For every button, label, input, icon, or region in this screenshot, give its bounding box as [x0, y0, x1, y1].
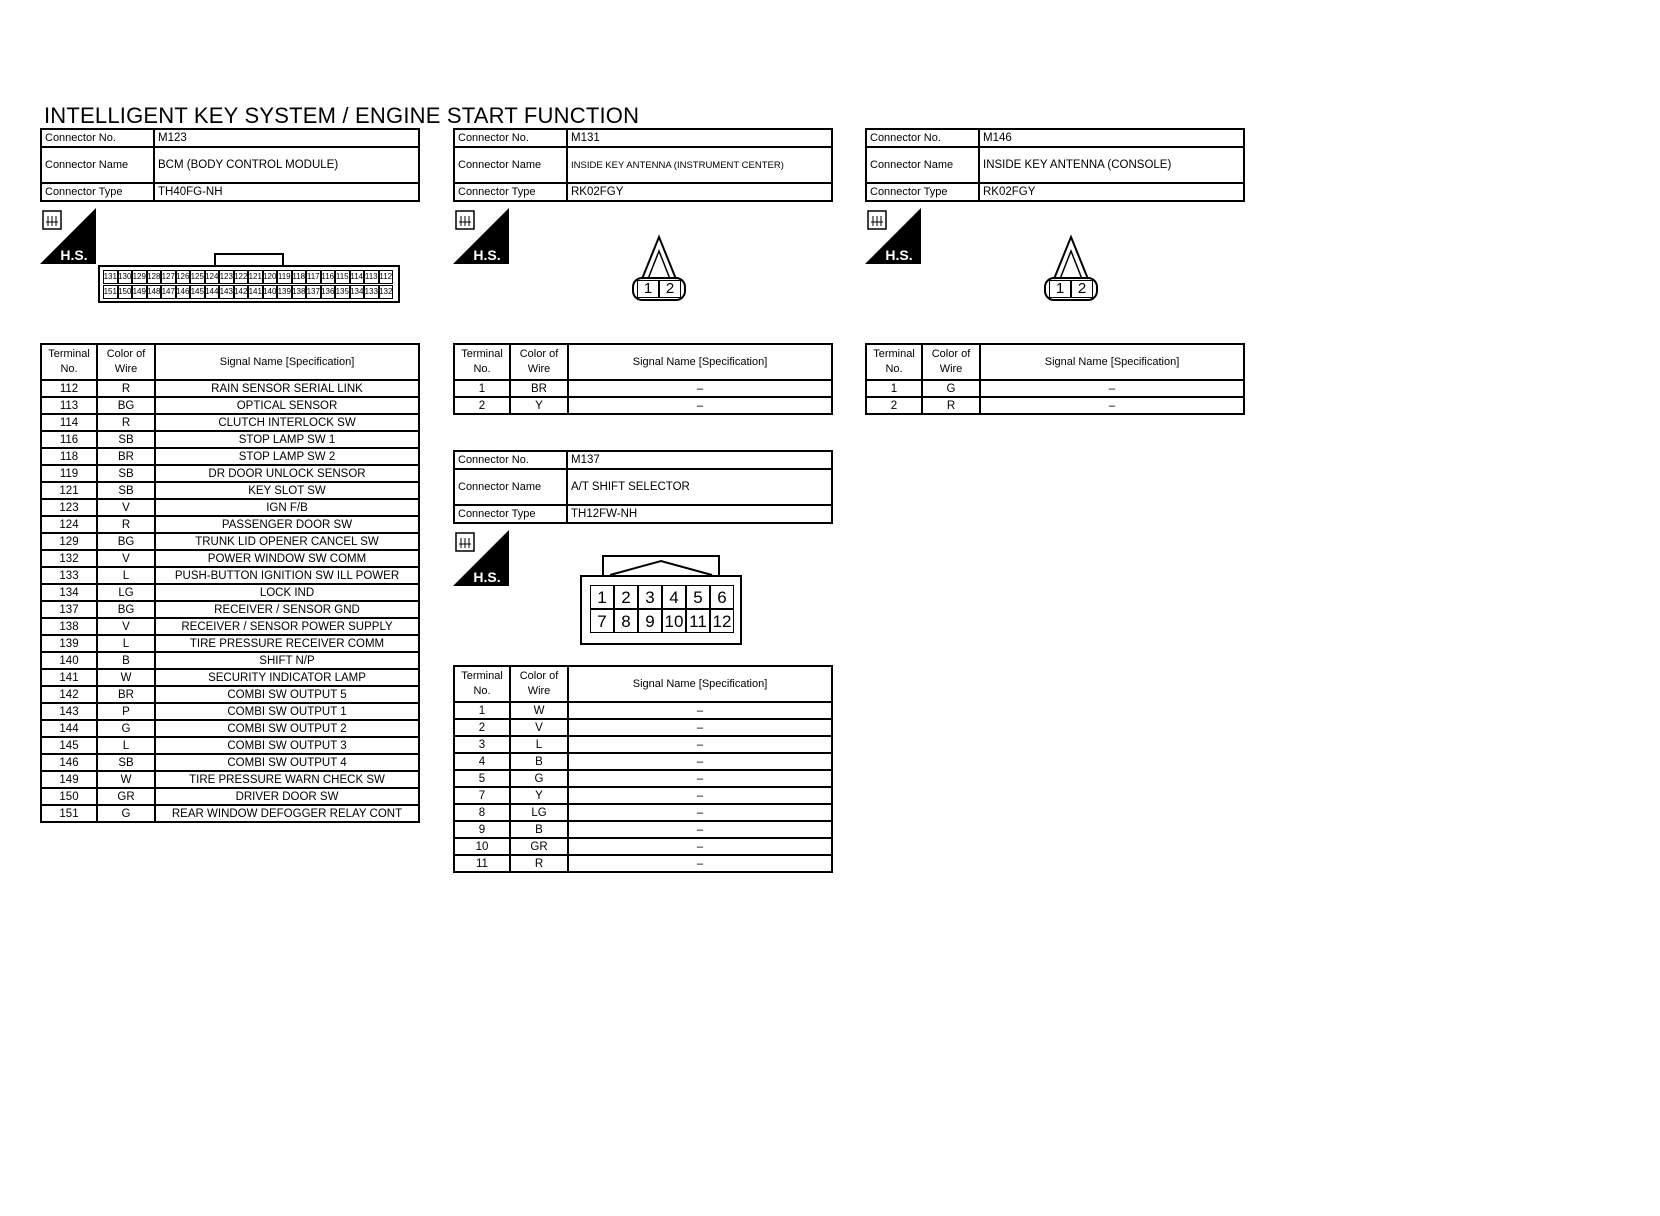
wire-color: G — [922, 380, 980, 397]
signal-name: – — [568, 397, 832, 414]
color-header: Color of Wire — [510, 666, 568, 702]
connector-lock-triangle — [620, 233, 700, 283]
terminal-no: 144 — [41, 720, 97, 737]
terminal-no: 3 — [454, 736, 510, 753]
terminal-no: 140 — [41, 652, 97, 669]
connector-face-m123 — [98, 253, 400, 303]
wire-color: G — [97, 805, 155, 822]
signal-name: COMBI SW OUTPUT 2 — [155, 720, 419, 737]
connector-pin: 132 — [379, 285, 394, 299]
table-row — [41, 805, 419, 822]
terminal-no: 129 — [41, 533, 97, 550]
connector-pin: 123 — [219, 270, 234, 284]
wire-color: P — [97, 703, 155, 720]
pin-2: 2 — [659, 280, 681, 298]
connector-pin: 129 — [132, 270, 147, 284]
terminal-no: 138 — [41, 618, 97, 635]
table-row — [454, 787, 832, 804]
signal-name: SHIFT N/P — [155, 652, 419, 669]
connector-type-label: Connector Type — [454, 183, 567, 201]
terminal-table-m146 — [865, 343, 1245, 415]
connector-pin: 151 — [103, 285, 118, 299]
connector-pin: 10 — [662, 609, 686, 633]
connector-pin: 133 — [364, 285, 379, 299]
terminal-header: Terminal No. — [454, 344, 510, 380]
terminal-header: Terminal No. — [41, 344, 97, 380]
table-row — [454, 397, 832, 414]
table-row — [41, 550, 419, 567]
table-row — [41, 601, 419, 618]
terminal-table-m131 — [453, 343, 833, 415]
terminal-no: 143 — [41, 703, 97, 720]
color-header: Color of Wire — [510, 344, 568, 380]
wire-color: W — [510, 702, 568, 719]
connector-pin: 115 — [335, 270, 350, 284]
table-row — [41, 397, 419, 414]
harness-side-icon — [453, 530, 509, 586]
wire-color: W — [97, 669, 155, 686]
signal-name: – — [568, 702, 832, 719]
table-row — [41, 618, 419, 635]
terminal-no: 113 — [41, 397, 97, 414]
terminal-no: 116 — [41, 431, 97, 448]
terminal-no: 118 — [41, 448, 97, 465]
terminal-no: 2 — [866, 397, 922, 414]
table-row — [41, 567, 419, 584]
pin-1: 1 — [637, 280, 659, 298]
connector-pin: 12 — [710, 609, 734, 633]
connector-name-value: INSIDE KEY ANTENNA (INSTRUMENT CENTER) — [567, 147, 832, 183]
connector-pin: 122 — [234, 270, 249, 284]
connector-pin: 116 — [321, 270, 336, 284]
table-row — [41, 686, 419, 703]
connector-pin: 131 — [103, 270, 118, 284]
signal-header: Signal Name [Specification] — [980, 344, 1244, 380]
signal-name: POWER WINDOW SW COMM — [155, 550, 419, 567]
table-row — [41, 482, 419, 499]
pin-1: 1 — [1049, 280, 1071, 298]
signal-name: – — [568, 736, 832, 753]
terminal-no: 114 — [41, 414, 97, 431]
connector-info-m137 — [453, 450, 833, 524]
wire-color: B — [510, 753, 568, 770]
connector-no-label: Connector No. — [454, 451, 567, 469]
connector-no-label: Connector No. — [454, 129, 567, 147]
terminal-no: 2 — [454, 719, 510, 736]
wire-color: BR — [97, 448, 155, 465]
table-row — [41, 516, 419, 533]
table-row — [41, 669, 419, 686]
connector-name-value: INSIDE KEY ANTENNA (CONSOLE) — [979, 147, 1244, 183]
connector-pin: 119 — [277, 270, 292, 284]
terminal-no: 2 — [454, 397, 510, 414]
page-title: INTELLIGENT KEY SYSTEM / ENGINE START FUNCTION — [44, 103, 640, 128]
table-row — [41, 754, 419, 771]
connector-no-value: M123 — [154, 129, 419, 147]
connector-lock-chevron — [604, 557, 718, 577]
terminal-no: 5 — [454, 770, 510, 787]
table-row — [41, 584, 419, 601]
wire-color: BR — [97, 686, 155, 703]
connector-pin: 150 — [118, 285, 133, 299]
connector-info-m123 — [40, 128, 420, 202]
table-row — [41, 380, 419, 397]
connector-pin: 130 — [118, 270, 133, 284]
wire-color: BG — [97, 397, 155, 414]
connector-pin: 136 — [321, 285, 336, 299]
signal-name: – — [568, 719, 832, 736]
signal-name: STOP LAMP SW 1 — [155, 431, 419, 448]
table-row — [41, 635, 419, 652]
connector-pin: 11 — [686, 609, 710, 633]
terminal-no: 7 — [454, 787, 510, 804]
signal-name: – — [568, 855, 832, 872]
connector-type-value: RK02FGY — [567, 183, 832, 201]
connector-name-label: Connector Name — [454, 147, 567, 183]
signal-header: Signal Name [Specification] — [568, 666, 832, 702]
terminal-header: Terminal No. — [454, 666, 510, 702]
terminal-no: 9 — [454, 821, 510, 838]
pin-row-m146 — [1044, 277, 1098, 301]
wire-color: SB — [97, 431, 155, 448]
terminal-no: 8 — [454, 804, 510, 821]
pin-grid-m137 — [590, 585, 734, 633]
hs-icon-text: H.S. — [60, 247, 88, 263]
table-row — [41, 499, 419, 516]
connector-body — [98, 265, 400, 303]
terminal-no: 134 — [41, 584, 97, 601]
signal-name: – — [568, 380, 832, 397]
signal-name: TRUNK LID OPENER CANCEL SW — [155, 533, 419, 550]
wire-color: LG — [510, 804, 568, 821]
signal-name: CLUTCH INTERLOCK SW — [155, 414, 419, 431]
table-row — [41, 448, 419, 465]
signal-name: DR DOOR UNLOCK SENSOR — [155, 465, 419, 482]
connector-pin: 124 — [205, 270, 220, 284]
connector-pin: 118 — [292, 270, 307, 284]
signal-name: SECURITY INDICATOR LAMP — [155, 669, 419, 686]
signal-name: COMBI SW OUTPUT 3 — [155, 737, 419, 754]
table-row — [454, 380, 832, 397]
connector-pin: 140 — [263, 285, 278, 299]
connector-pin: 7 — [590, 609, 614, 633]
signal-name: STOP LAMP SW 2 — [155, 448, 419, 465]
connector-pin: 141 — [248, 285, 263, 299]
terminal-no: 124 — [41, 516, 97, 533]
table-row — [454, 736, 832, 753]
wire-color: L — [510, 736, 568, 753]
table-row — [41, 414, 419, 431]
wire-color: R — [510, 855, 568, 872]
wire-color: V — [97, 550, 155, 567]
signal-name: COMBI SW OUTPUT 5 — [155, 686, 419, 703]
connector-pin: 6 — [710, 585, 734, 609]
connector-pin: 4 — [662, 585, 686, 609]
wire-color: LG — [97, 584, 155, 601]
terminal-no: 132 — [41, 550, 97, 567]
connector-type-value: TH40FG-NH — [154, 183, 419, 201]
table-row — [41, 533, 419, 550]
signal-name: – — [980, 397, 1244, 414]
connector-pin: 144 — [205, 285, 220, 299]
connector-pin: 5 — [686, 585, 710, 609]
connector-pin: 134 — [350, 285, 365, 299]
signal-name: – — [568, 804, 832, 821]
wire-color: W — [97, 771, 155, 788]
pin-2: 2 — [1071, 280, 1093, 298]
connector-pin: 148 — [147, 285, 162, 299]
connector-pin: 137 — [306, 285, 321, 299]
terminal-no: 133 — [41, 567, 97, 584]
terminal-no: 141 — [41, 669, 97, 686]
terminal-table-m123 — [40, 343, 420, 823]
table-row — [41, 703, 419, 720]
table-row — [454, 804, 832, 821]
connector-pin: 8 — [614, 609, 638, 633]
table-row — [866, 380, 1244, 397]
table-row — [41, 771, 419, 788]
connector-pin: 113 — [364, 270, 379, 284]
table-row — [41, 737, 419, 754]
connector-type-value: TH12FW-NH — [567, 505, 832, 523]
connector-face-m146 — [1032, 233, 1112, 313]
signal-name: COMBI SW OUTPUT 4 — [155, 754, 419, 771]
table-row — [454, 753, 832, 770]
connector-lock-triangle — [1032, 233, 1112, 283]
connector-info-m131 — [453, 128, 833, 202]
signal-name: PASSENGER DOOR SW — [155, 516, 419, 533]
signal-header: Signal Name [Specification] — [155, 344, 419, 380]
connector-pin: 120 — [263, 270, 278, 284]
terminal-no: 137 — [41, 601, 97, 618]
signal-name: – — [980, 380, 1244, 397]
connector-type-label: Connector Type — [41, 183, 154, 201]
terminal-no: 1 — [866, 380, 922, 397]
terminal-no: 146 — [41, 754, 97, 771]
table-row — [454, 838, 832, 855]
signal-name: COMBI SW OUTPUT 1 — [155, 703, 419, 720]
terminal-no: 1 — [454, 380, 510, 397]
connector-name-label: Connector Name — [866, 147, 979, 183]
connector-body — [580, 575, 742, 645]
hs-icon-text: H.S. — [473, 569, 501, 585]
terminal-no: 139 — [41, 635, 97, 652]
connector-type-label: Connector Type — [454, 505, 567, 523]
signal-name: TIRE PRESSURE WARN CHECK SW — [155, 771, 419, 788]
harness-side-icon — [40, 208, 96, 264]
signal-header: Signal Name [Specification] — [568, 344, 832, 380]
connector-no-label: Connector No. — [41, 129, 154, 147]
connector-no-value: M146 — [979, 129, 1244, 147]
wire-color: GR — [510, 838, 568, 855]
terminal-no: 150 — [41, 788, 97, 805]
connector-pin: 9 — [638, 609, 662, 633]
connector-name-value: A/T SHIFT SELECTOR — [567, 469, 832, 505]
signal-name: RAIN SENSOR SERIAL LINK — [155, 380, 419, 397]
table-row — [454, 719, 832, 736]
terminal-no: 119 — [41, 465, 97, 482]
terminal-no: 4 — [454, 753, 510, 770]
terminal-header: Terminal No. — [866, 344, 922, 380]
terminal-no: 10 — [454, 838, 510, 855]
connector-name-label: Connector Name — [454, 469, 567, 505]
connector-pin: 128 — [147, 270, 162, 284]
signal-name: TIRE PRESSURE RECEIVER COMM — [155, 635, 419, 652]
connector-pin: 149 — [132, 285, 147, 299]
connector-pin: 142 — [234, 285, 249, 299]
table-row — [454, 770, 832, 787]
hs-icon-text: H.S. — [473, 247, 501, 263]
terminal-no: 145 — [41, 737, 97, 754]
signal-name: LOCK IND — [155, 584, 419, 601]
harness-side-icon — [453, 208, 509, 264]
connector-no-label: Connector No. — [866, 129, 979, 147]
connector-pin: 112 — [379, 270, 394, 284]
signal-name: – — [568, 838, 832, 855]
connector-pin: 147 — [161, 285, 176, 299]
signal-name: – — [568, 787, 832, 804]
terminal-no: 142 — [41, 686, 97, 703]
connector-pin: 145 — [190, 285, 205, 299]
color-header: Color of Wire — [922, 344, 980, 380]
signal-name: RECEIVER / SENSOR GND — [155, 601, 419, 618]
table-row — [41, 431, 419, 448]
connector-pin: 127 — [161, 270, 176, 284]
connector-lock-tab — [602, 555, 720, 577]
wire-color: R — [97, 380, 155, 397]
signal-name: KEY SLOT SW — [155, 482, 419, 499]
signal-name: – — [568, 770, 832, 787]
pin-row-m131 — [632, 277, 686, 301]
table-row — [454, 702, 832, 719]
connector-pin: 117 — [306, 270, 321, 284]
connector-face-m137 — [580, 555, 742, 645]
wire-color: B — [510, 821, 568, 838]
wire-color: R — [97, 414, 155, 431]
connector-pin: 125 — [190, 270, 205, 284]
wire-color: V — [97, 618, 155, 635]
terminal-no: 123 — [41, 499, 97, 516]
wire-color: R — [922, 397, 980, 414]
pin-grid-m123 — [103, 270, 393, 299]
signal-name: IGN F/B — [155, 499, 419, 516]
table-row — [454, 821, 832, 838]
connector-info-m146 — [865, 128, 1245, 202]
table-row — [41, 465, 419, 482]
connector-pin: 121 — [248, 270, 263, 284]
terminal-no: 151 — [41, 805, 97, 822]
wire-color: SB — [97, 754, 155, 771]
table-row — [41, 652, 419, 669]
connector-pin: 3 — [638, 585, 662, 609]
connector-name-label: Connector Name — [41, 147, 154, 183]
wire-color: L — [97, 737, 155, 754]
hs-icon-text: H.S. — [885, 247, 913, 263]
wire-color: B — [97, 652, 155, 669]
wire-color: BG — [97, 601, 155, 618]
terminal-no: 149 — [41, 771, 97, 788]
table-row — [454, 855, 832, 872]
wire-color: V — [97, 499, 155, 516]
signal-name: – — [568, 821, 832, 838]
connector-pin: 139 — [277, 285, 292, 299]
terminal-no: 11 — [454, 855, 510, 872]
connector-pin: 146 — [176, 285, 191, 299]
connector-pin: 143 — [219, 285, 234, 299]
connector-pin: 114 — [350, 270, 365, 284]
wire-color: GR — [97, 788, 155, 805]
connector-pin: 126 — [176, 270, 191, 284]
wire-color: L — [97, 635, 155, 652]
signal-name: REAR WINDOW DEFOGGER RELAY CONT — [155, 805, 419, 822]
wire-color: R — [97, 516, 155, 533]
connector-type-label: Connector Type — [866, 183, 979, 201]
connector-pin: 135 — [335, 285, 350, 299]
signal-name: RECEIVER / SENSOR POWER SUPPLY — [155, 618, 419, 635]
wire-color: Y — [510, 787, 568, 804]
wire-color: BR — [510, 380, 568, 397]
wire-color: BG — [97, 533, 155, 550]
connector-name-value: BCM (BODY CONTROL MODULE) — [154, 147, 419, 183]
connector-type-value: RK02FGY — [979, 183, 1244, 201]
connector-no-value: M131 — [567, 129, 832, 147]
connector-no-value: M137 — [567, 451, 832, 469]
terminal-no: 112 — [41, 380, 97, 397]
terminal-table-m137 — [453, 665, 833, 873]
connector-pin: 2 — [614, 585, 638, 609]
table-row — [41, 720, 419, 737]
harness-side-icon — [865, 208, 921, 264]
signal-name: OPTICAL SENSOR — [155, 397, 419, 414]
wire-color: V — [510, 719, 568, 736]
table-row — [41, 788, 419, 805]
wire-color: Y — [510, 397, 568, 414]
wire-color: SB — [97, 465, 155, 482]
signal-name: DRIVER DOOR SW — [155, 788, 419, 805]
wire-color: G — [510, 770, 568, 787]
connector-pin: 1 — [590, 585, 614, 609]
terminal-no: 1 — [454, 702, 510, 719]
signal-name: PUSH-BUTTON IGNITION SW ILL POWER — [155, 567, 419, 584]
wire-color: L — [97, 567, 155, 584]
terminal-no: 121 — [41, 482, 97, 499]
signal-name: – — [568, 753, 832, 770]
color-header: Color of Wire — [97, 344, 155, 380]
table-row — [866, 397, 1244, 414]
connector-pin: 138 — [292, 285, 307, 299]
connector-face-m131 — [620, 233, 700, 313]
wire-color: SB — [97, 482, 155, 499]
wire-color: G — [97, 720, 155, 737]
